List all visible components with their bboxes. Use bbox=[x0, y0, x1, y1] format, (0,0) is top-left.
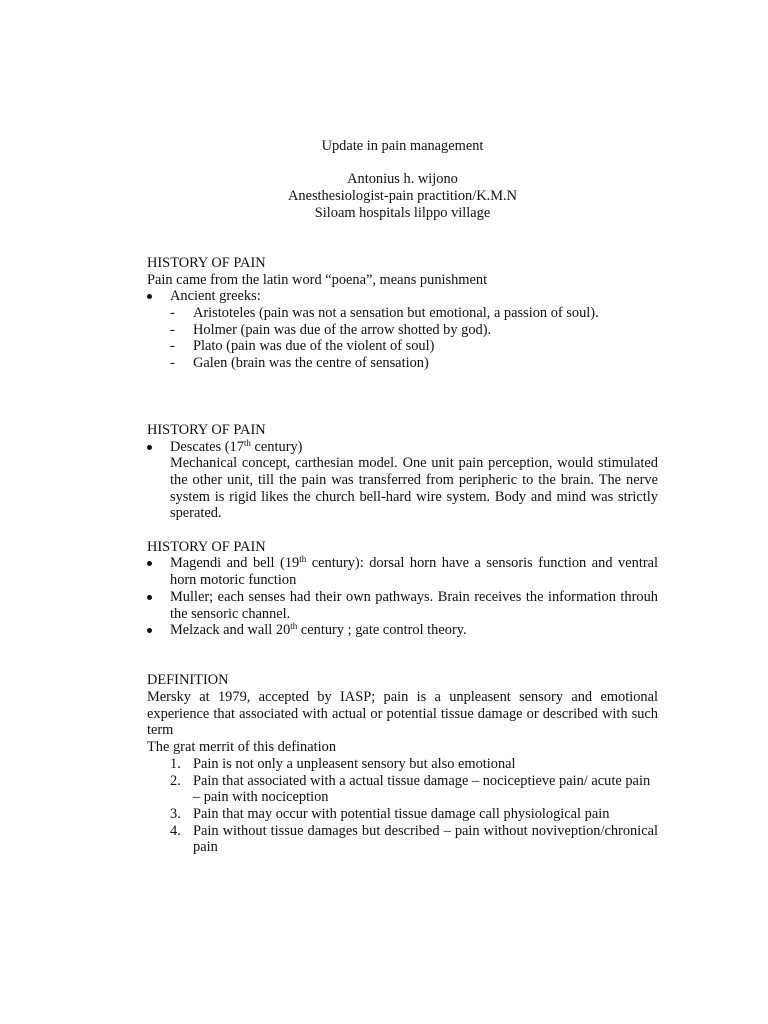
numbered-item bbox=[147, 773, 658, 806]
author-role: Anesthesiologist-pain practition/K.M.N bbox=[287, 188, 518, 205]
author-name: Antonius h. wijono bbox=[347, 171, 458, 188]
section-heading: DEFINITION bbox=[147, 672, 229, 689]
list-item bbox=[147, 439, 658, 456]
list-item-text: Muller; each senses had their own pathways. Brain receives the information throuh the sensoric channel. bbox=[170, 588, 658, 622]
list-item bbox=[147, 288, 658, 305]
dash-item bbox=[147, 322, 658, 339]
dash-item bbox=[147, 338, 658, 355]
numbered-item-text: Pain without tissue damages but described – pain without noviveption/chronical pain bbox=[193, 822, 658, 856]
list-item bbox=[147, 589, 658, 622]
item-number: 1. bbox=[170, 755, 181, 772]
section-heading: HISTORY OF PAIN bbox=[147, 538, 266, 555]
section-paragraph: Mechanical concept, carthesian model. One unit pain perception, would stimulated the other unit, till the pain was transferred from peripheric to the brain. The nerve system is rigid likes the church bell-hard wire system. Body and mind was strictly sperated. bbox=[170, 455, 658, 522]
list-item bbox=[147, 622, 658, 639]
list-item-text: Descates (17th century) bbox=[170, 437, 303, 455]
section-heading: HISTORY OF PAIN bbox=[147, 254, 266, 271]
numbered-item bbox=[147, 823, 658, 856]
dash-marker: - bbox=[170, 304, 175, 321]
author-affiliation: Siloam hospitals lilppo village bbox=[314, 204, 491, 221]
numbered-item-text: Pain that may occur with potential tissue damage call physiological pain bbox=[193, 805, 610, 822]
section-paragraph: Mersky at 1979, accepted by IASP; pain is a unpleasent sensory and emotional experience that associated with actual or potential tissue damage or described with such term bbox=[147, 689, 658, 739]
item-number: 2. bbox=[170, 772, 181, 789]
list-item-text: Magendi and bell (19th century): dorsal horn have a sensoris function and ventral horn motoric function bbox=[170, 554, 658, 589]
section-heading: HISTORY OF PAIN bbox=[147, 421, 266, 438]
dash-marker: - bbox=[170, 338, 175, 355]
list-item bbox=[147, 555, 658, 588]
numbered-item bbox=[147, 756, 658, 773]
numbered-item-text: Pain that associated with a actual tissue damage – nociceptieve pain/ acute pain – pain with nociception bbox=[193, 772, 651, 806]
document-title: Update in pain management bbox=[321, 138, 484, 154]
section-intro: Pain came from the latin word “poena”, means punishment bbox=[147, 271, 488, 288]
dash-marker: - bbox=[170, 355, 175, 372]
dash-item-text: Aristoteles (pain was not a sensation but emotional, a passion of soul). bbox=[193, 304, 599, 321]
dash-item bbox=[147, 305, 658, 322]
dash-marker: - bbox=[170, 321, 175, 338]
item-number: 4. bbox=[170, 822, 181, 839]
dash-item-text: Galen (brain was the centre of sensation) bbox=[193, 355, 429, 372]
list-item-text: Melzack and wall 20th century ; gate control theory. bbox=[170, 621, 467, 639]
numbered-item bbox=[147, 806, 658, 823]
dash-item bbox=[147, 355, 658, 372]
document-body bbox=[147, 138, 658, 856]
merit-line: The grat merrit of this defination bbox=[147, 739, 337, 756]
item-number: 3. bbox=[170, 805, 181, 822]
dash-item-text: Plato (pain was due of the violent of soul) bbox=[193, 338, 435, 355]
list-item-text: Ancient greeks: bbox=[170, 288, 261, 305]
numbered-item-text: Pain is not only a unpleasent sensory but also emotional bbox=[193, 755, 516, 772]
dash-item-text: Holmer (pain was due of the arrow shotted by god). bbox=[193, 321, 492, 338]
